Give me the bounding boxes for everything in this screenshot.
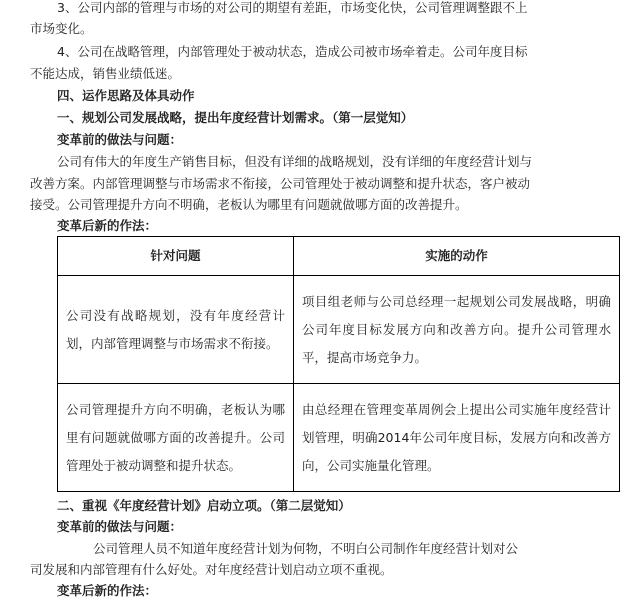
part2-before-heading: 变革前的做法与问题： [57, 519, 183, 534]
part2-after-heading: 变革后新的作法： [57, 583, 158, 598]
table-cell-action: 由总经理在管理变革周例会上提出公司实施年度经营计划管理，明确2014年公司年度目标，发展方向和改善方向，公司实施量化管理。 [294, 384, 620, 492]
part1-after-heading: 变革后新的作法： [57, 218, 158, 233]
table-cell-problem: 公司没有战略规划，没有年度经营计划，内部管理调整与市场需求不衔接。 [58, 276, 294, 384]
part2-heading: 二、重视《年度经营计划》启动立项。（第二层觉知） [57, 498, 351, 513]
part2-before-line2: 司发展和内部管理有什么好处。对年度经营计划启动立项不重视。 [30, 562, 393, 577]
table-cell-problem: 公司管理提升方向不明确，老板认为哪里有问题就做哪方面的改善提升。公司管理处于被动调整和提升状态。 [58, 384, 294, 492]
part1-before-line3: 接受。公司管理提升方向不明确，老板认为哪里有问题就做哪方面的改善提升。 [30, 197, 468, 212]
intro-item4-line2: 不能达成，销售业绩低迷。 [30, 66, 181, 81]
measures-table [57, 236, 620, 492]
intro-item4-line1: 4、公司在战略管理，内部管理处于被动状态，造成公司被市场牵着走。公司年度目标 [57, 44, 528, 59]
section4-heading: 四、运作思路及体具动作 [57, 88, 195, 103]
table-header-problem: 针对问题 [58, 237, 294, 276]
part1-before-heading: 变革前的做法与问题： [57, 132, 183, 147]
table-header-action: 实施的动作 [294, 237, 620, 276]
intro-item3-line2: 市场变化。 [30, 21, 93, 36]
table-row [58, 276, 620, 384]
table-row [58, 384, 620, 492]
part1-before-line2: 改善方案。内部管理调整与市场需求不衔接，公司管理处于被动调整和提升状态，客户被动 [30, 176, 531, 191]
part2-before-line1: 公司管理人员不知道年度经营计划为何物，不明白公司制作年度经营计划对公 [93, 541, 519, 556]
part1-heading: 一、规划公司发展战略，提出年度经营计划需求。（第一层觉知） [57, 110, 414, 125]
table-header-row [58, 237, 620, 276]
intro-item3-line1: 3、公司内部的管理与市场的对公司的期望有差距，市场变化快，公司管理调整跟不上 [57, 0, 528, 15]
part1-before-line1: 公司有伟大的年度生产销售目标，但没有详细的战略规划，没有详细的年度经营计划与 [57, 154, 533, 169]
table-cell-action: 项目组老师与公司总经理一起规划公司发展战略，明确公司年度目标发展方向和改善方向。提升公司管理水平，提高市场竞争力。 [294, 276, 620, 384]
